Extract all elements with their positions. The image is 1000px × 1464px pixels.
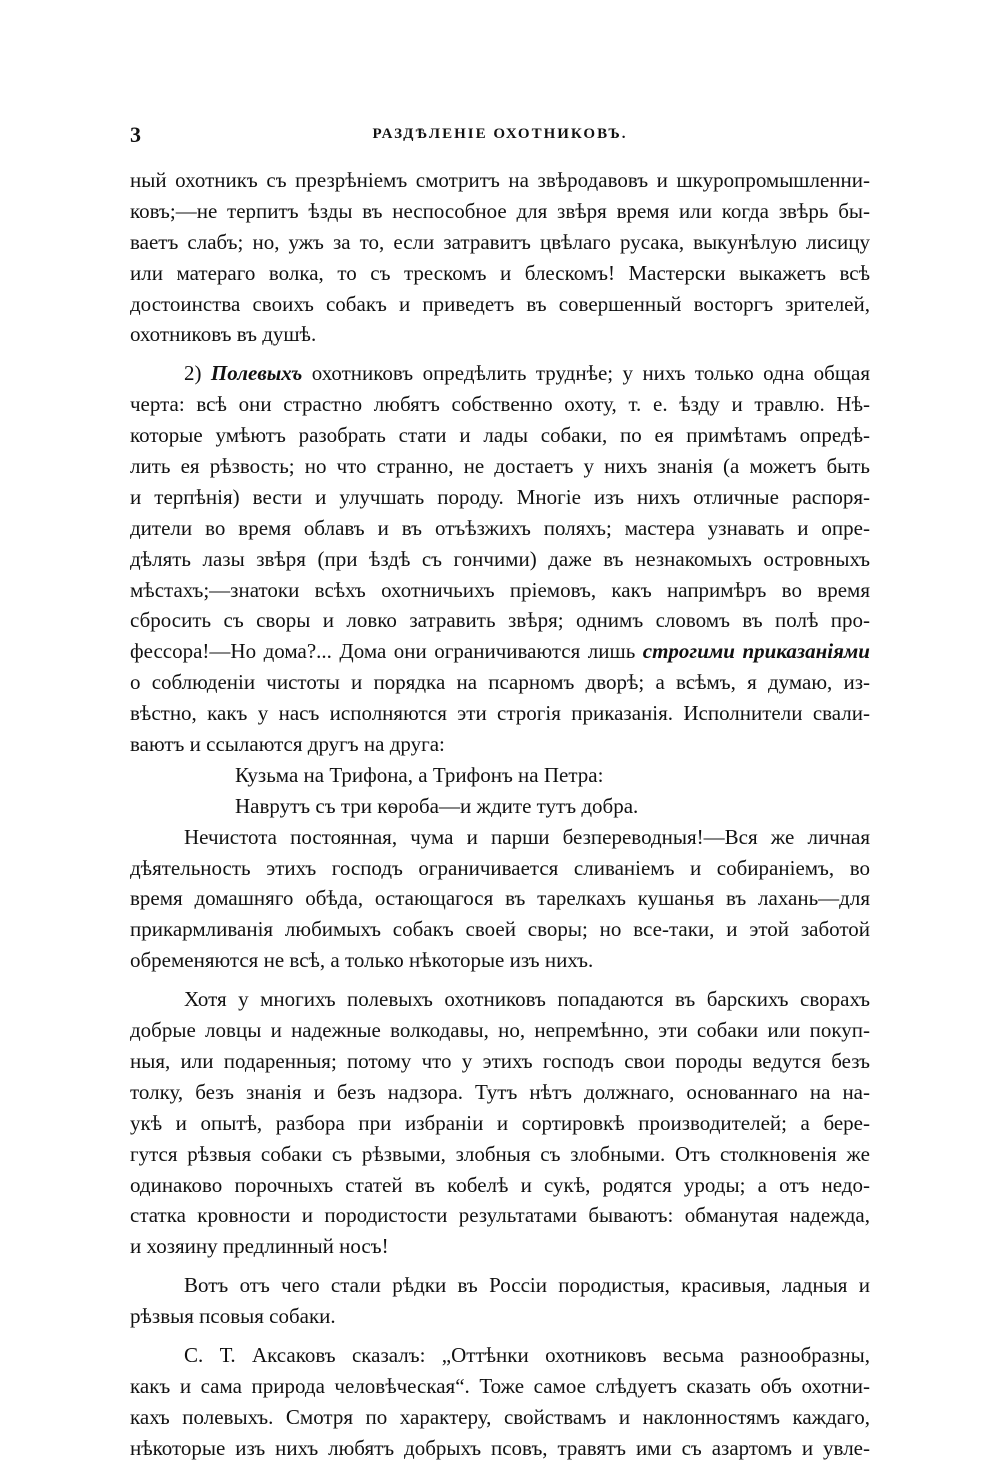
paragraph-5 bbox=[130, 1270, 870, 1332]
text-line: статка кровности и породистости результатами бываютъ: обманутая надежда, bbox=[130, 1203, 870, 1228]
text-line: и хозяину предлинный носъ! bbox=[130, 1234, 389, 1259]
list-marker: 2) bbox=[184, 361, 211, 386]
text-line: ный охотникъ съ презрѣніемъ смотритъ на звѣродавовъ и шкуропромышленни- bbox=[130, 168, 870, 192]
text-line: Нечистота постоянная, чума и парши безпереводныя!—Вся же личная bbox=[184, 824, 870, 849]
text-line: гутся рѣзвыя собаки съ рѣзвыми, злобныя съ злобными. Отъ столкновенія же bbox=[130, 1141, 870, 1166]
text-line: ковъ;—не терпитъ ѣзды въ неспособное для звѣря время или когда звѣрь бы- bbox=[130, 198, 870, 223]
paragraph-4 bbox=[130, 984, 870, 1262]
text-line: Вотъ отъ чего стали рѣдки въ Россіи породистыя, красивыя, ладныя и bbox=[184, 1273, 870, 1298]
emphasis: строгими приказаніями bbox=[642, 639, 870, 664]
text-line: дѣлять лазы звѣря (при ѣздѣ съ гончими) даже въ незнакомыхъ островныхъ bbox=[130, 546, 870, 571]
text-run: фессора!—Но дома?... Дома они ограничиваются лишь bbox=[130, 639, 643, 664]
text-line: о соблюденіи чистоты и порядка на псарномъ дворѣ; а всѣмъ, я думаю, из- bbox=[130, 670, 870, 695]
text-line: одинаково порочныхъ статей въ кобелѣ и сукѣ, родятся уроды; а отъ недо- bbox=[130, 1172, 870, 1197]
emphasis: Полевыхъ bbox=[210, 361, 303, 386]
verse bbox=[130, 760, 870, 822]
text-line: вѣстно, какъ у насъ исполняются эти строгія приказанія. Исполнители свали- bbox=[130, 701, 870, 726]
text-run: охотниковъ опредѣлить труднѣе; у нихъ только одна общая bbox=[302, 361, 870, 386]
text-line: сбросить съ своры и ловко затравить звѣря; однимъ словомъ въ полѣ про- bbox=[130, 608, 870, 633]
text-line: лить ея рѣзвость; но что странно, не достаетъ у нихъ знанія (а можетъ быть bbox=[130, 454, 870, 479]
body-text bbox=[130, 165, 870, 1464]
verse-line: Кузьма на Трифона, а Трифонъ на Петра: bbox=[235, 762, 604, 787]
running-title: РАЗДѢЛЕНІЕ ОХОТНИКОВЪ. bbox=[372, 126, 628, 142]
text-line: черта: всѣ они страстно любятъ собственно охоту, т. е. ѣзду и травлю. Нѣ- bbox=[130, 392, 870, 417]
text-line: охотниковъ въ душѣ. bbox=[130, 322, 317, 347]
text-line: Хотя у многихъ полевыхъ охотниковъ попадаются въ барскихъ сворахъ bbox=[184, 987, 870, 1012]
paragraph-3 bbox=[130, 822, 870, 976]
text-line: дѣятельность этихъ господъ ограничивается сливаніемъ и собираніемъ, во bbox=[130, 855, 870, 880]
text-line: мѣстахъ;—знатоки всѣхъ охотничьихъ пріемовъ, какъ напримѣръ во время bbox=[130, 577, 870, 602]
text-line: достоинства своихъ собакъ и приведетъ въ совершенный восторгъ зрителей, bbox=[130, 291, 870, 316]
text-line: и терпѣнія) вести и улучшать породу. Многіе изъ нихъ отличные распоря- bbox=[130, 484, 870, 509]
text-line bbox=[130, 358, 870, 389]
text-line: укѣ и опытѣ, разбора при избраніи и сортировкѣ производителей; а бере- bbox=[130, 1110, 870, 1135]
text-line: С. Т. Аксаковъ сказалъ: „Оттѣнки охотниковъ весьма разнообразны, bbox=[184, 1342, 870, 1367]
running-head bbox=[130, 122, 870, 152]
text-line: обременяются не всѣ, а только нѣкоторые изъ нихъ. bbox=[130, 948, 594, 973]
text-line: которые умѣютъ разобрать стати и лады собаки, по ея примѣтамъ опредѣ- bbox=[130, 423, 870, 448]
text-line bbox=[130, 636, 870, 667]
text-line: ваетъ слабъ; но, ужъ за то, если затравитъ цвѣлаго русака, выкунѣлую лисицу bbox=[130, 229, 870, 254]
text-line: добрые ловцы и надежные волкодавы, но, непремѣнно, эти собаки или покуп- bbox=[130, 1018, 870, 1043]
text-line: кахъ полевыхъ. Смотря по характеру, свойствамъ и наклонностямъ каждаго, bbox=[130, 1404, 870, 1429]
text-line: рѣзвыя псовыя собаки. bbox=[130, 1304, 336, 1329]
paragraph-2 bbox=[130, 358, 870, 760]
verse-line: Наврутъ съ три кѳроба—и ждите тутъ добра. bbox=[235, 793, 639, 818]
text-line: нѣкоторые изъ нихъ любятъ добрыхъ псовъ, травятъ ими съ азартомъ и увле- bbox=[130, 1435, 870, 1460]
text-line: или матераго волка, то съ трескомъ и блескомъ! Мастерски выкажетъ всѣ bbox=[130, 260, 870, 285]
text-line: время домашняго обѣда, остающагося въ тарелкахъ кушанья въ лахань—для bbox=[130, 886, 870, 911]
text-line: прикармливанія любимыхъ собакъ своей своры; но все-таки, и этой заботой bbox=[130, 917, 870, 942]
page-number: 3 bbox=[130, 122, 141, 147]
text-line: толку, безъ знанія и безъ надзора. Тутъ нѣтъ должнаго, основаннаго на на- bbox=[130, 1079, 870, 1104]
paragraph-6 bbox=[130, 1340, 870, 1464]
text-line: какъ и сама природа человѣческая“. Тоже самое слѣдуетъ сказать объ охотни- bbox=[130, 1373, 870, 1398]
paragraph-1 bbox=[130, 165, 870, 350]
text-line: дители во время облавъ и въ отъѣзжихъ поляхъ; мастера узнавать и опре- bbox=[130, 515, 870, 540]
text-line: ваютъ и ссылаются другъ на друга: bbox=[130, 732, 445, 757]
text-line: ныя, или подаренныя; потому что у этихъ господъ свои породы ведутся безъ bbox=[130, 1048, 870, 1073]
